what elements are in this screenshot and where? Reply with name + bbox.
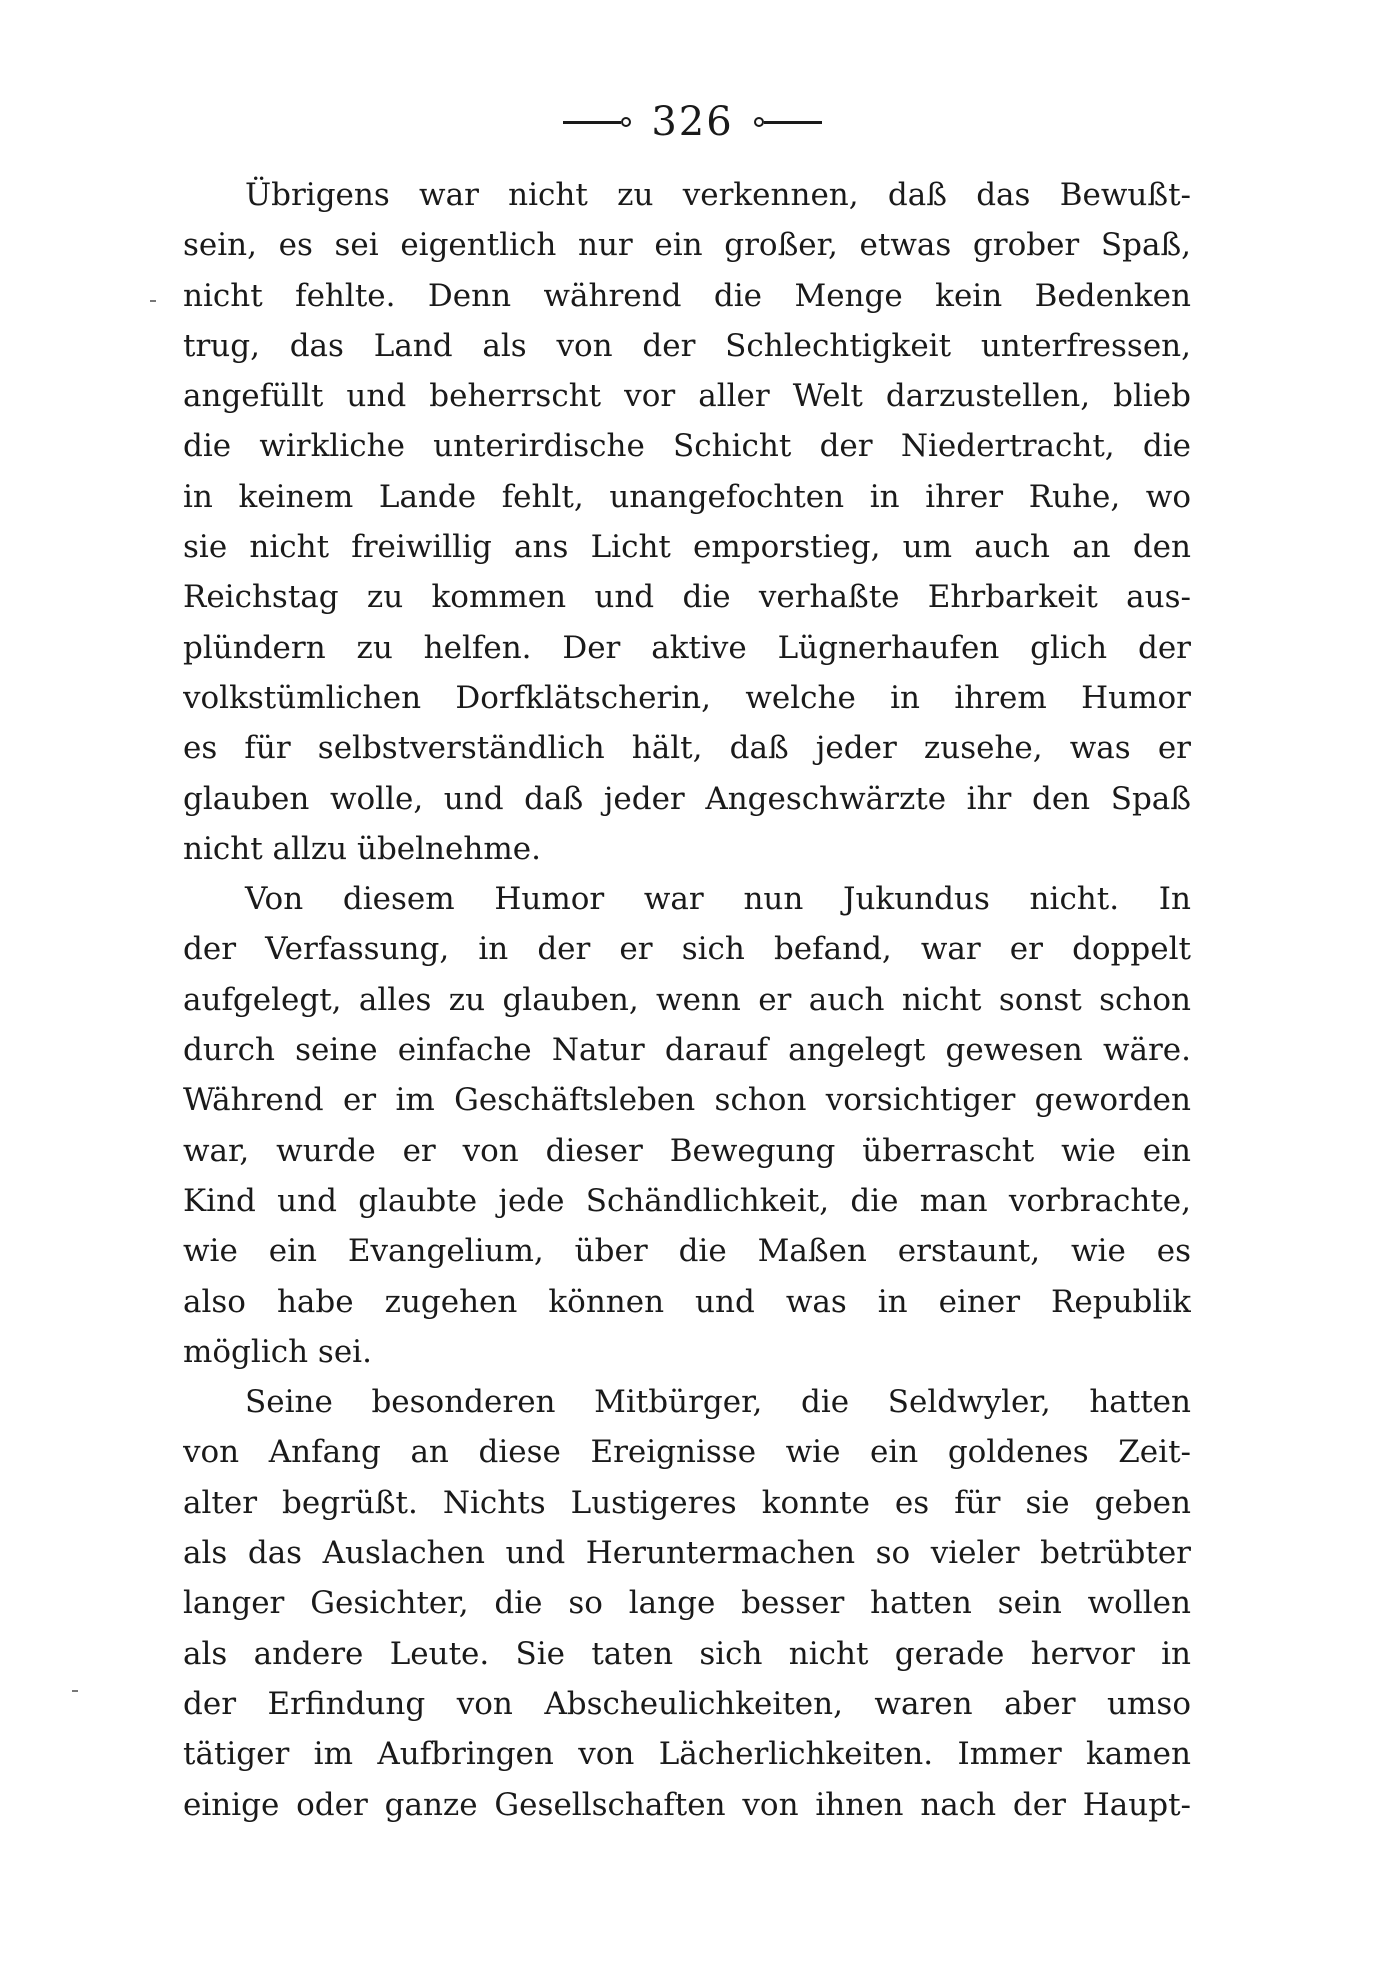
text-line: plündern zu helfen. Der aktive Lügnerhaufen glich der	[183, 629, 1191, 666]
text-line: sie nicht freiwillig ans Licht emporstieg, um auch an den	[183, 529, 1191, 566]
text-line: es für selbstverständlich hält, daß jeder zusehe, was er	[183, 730, 1191, 767]
text-line: die wirkliche unterirdische Schicht der Niedertracht, die	[183, 428, 1191, 465]
text-line: angefüllt und beherrscht vor aller Welt darzustellen, blieb	[183, 378, 1191, 415]
text-line: der Verfassung, in der er sich befand, war er doppelt	[183, 931, 1191, 968]
text-line: als andere Leute. Sie taten sich nicht gerade hervor in	[183, 1635, 1191, 1672]
text-line: war, wurde er von dieser Bewegung überrascht wie ein	[183, 1132, 1191, 1169]
text-line: volkstümlichen Dorfklätscherin, welche in ihrem Humor	[183, 679, 1191, 716]
scan-speck	[150, 300, 156, 302]
text-line: sein, es sei eigentlich nur ein großer, etwas grober Spaß,	[183, 227, 1191, 264]
right-ornament-icon	[754, 117, 822, 127]
text-line: einige oder ganze Gesellschaften von ihnen nach der Haupt-	[183, 1786, 1191, 1823]
text-line: aufgelegt, alles zu glauben, wenn er auch nicht sonst schon	[183, 981, 1191, 1018]
scan-speck	[72, 1690, 78, 1692]
page-number: 326	[651, 99, 734, 145]
text-line: glauben wolle, und daß jeder Angeschwärzte ihr den Spaß	[183, 780, 1191, 817]
text-line: trug, das Land als von der Schlechtigkeit unterfressen,	[183, 327, 1191, 364]
text-line: Seine besonderen Mitbürger, die Seldwyler, hatten	[245, 1384, 1191, 1421]
text-line: der Erfindung von Abscheulichkeiten, waren aber umso	[183, 1685, 1191, 1722]
body-text	[183, 170, 1191, 1830]
text-line: Reichstag zu kommen und die verhaßte Ehrbarkeit aus-	[183, 579, 1191, 616]
page-header	[0, 92, 1385, 152]
text-line: wie ein Evangelium, über die Maßen erstaunt, wie es	[183, 1233, 1191, 1270]
text-line: nicht fehlte. Denn während die Menge kein Bedenken	[183, 277, 1191, 314]
left-ornament-icon	[563, 117, 631, 127]
text-line: durch seine einfache Natur darauf angelegt gewesen wäre.	[183, 1032, 1191, 1069]
text-line: als das Auslachen und Heruntermachen so vieler betrübter	[183, 1535, 1191, 1572]
text-line: alter begrüßt. Nichts Lustigeres konnte es für sie geben	[183, 1484, 1191, 1521]
text-line: Von diesem Humor war nun Jukundus nicht. In	[245, 881, 1191, 918]
text-line: langer Gesichter, die so lange besser hatten sein wollen	[183, 1585, 1191, 1622]
text-line: Während er im Geschäftsleben schon vorsichtiger geworden	[183, 1082, 1191, 1119]
text-line: Kind und glaubte jede Schändlichkeit, die man vorbrachte,	[183, 1182, 1191, 1219]
text-line: tätiger im Aufbringen von Lächerlichkeiten. Immer kamen	[183, 1736, 1191, 1773]
text-line: nicht allzu übelnehme.	[183, 830, 541, 867]
text-line: möglich sei.	[183, 1333, 372, 1370]
text-line: von Anfang an diese Ereignisse wie ein goldenes Zeit-	[183, 1434, 1191, 1471]
text-line: in keinem Lande fehlt, unangefochten in ihrer Ruhe, wo	[183, 478, 1191, 515]
text-line: Übrigens war nicht zu verkennen, daß das Bewußt-	[245, 177, 1191, 213]
text-line: also habe zugehen können und was in einer Republik	[183, 1283, 1191, 1320]
